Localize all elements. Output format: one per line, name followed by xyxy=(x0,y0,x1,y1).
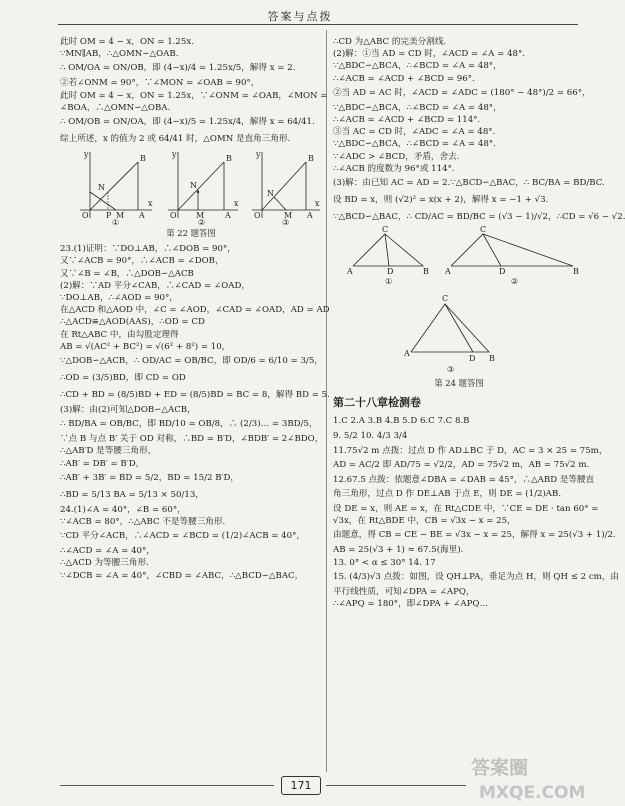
point-a-label: A xyxy=(347,267,353,277)
solution-23 xyxy=(60,243,330,516)
point-a-label: A xyxy=(445,267,451,277)
point-c-label: C xyxy=(480,225,487,235)
figure-24-panel-2 xyxy=(451,234,573,266)
text-line: ∴∠APQ = 180°，即∠DPA + ∠APQ… xyxy=(333,599,489,610)
text-line: ∴△ACD 为等腰三角形. xyxy=(60,558,149,569)
text-line: 15. (4/3)√3 点拨：如图，设 QH⊥PA，垂足为点 H，则 QH ≤ 2 cm，由 xyxy=(333,571,619,582)
text-line: 角三角形，过点 D 作 DE⊥AB 于点 E，则 DE = (1/2)AB. xyxy=(333,489,562,500)
text-line: ∵点 B 与点 B′ 关于 OD 对称，∴BD = B′D，∠BDB′ = 2∠BDO， xyxy=(60,434,324,445)
text-line: ∵△BDC∽△BCA，∴∠BCD = ∠A = 48°， xyxy=(333,61,502,72)
point-m-label: M xyxy=(196,211,205,221)
point-n-label: N xyxy=(267,189,274,199)
point-b-label: B xyxy=(423,267,429,277)
text-line: ∵△BDC∽△BCA，∴∠BCD = ∠A = 48°. xyxy=(333,139,496,150)
figure-24-number-1: ① xyxy=(385,277,393,287)
text-line: ∴AB′ = DB′ = B′D， xyxy=(60,458,145,469)
text-line: 12.67.5 点拨：依题意∠DBA = ∠DAB = 45°，∴△ABD 是等腰直 xyxy=(333,474,595,485)
text-line: ∴AB′ + 3B′ = BD = 5/2，BD = 15/2 B′D， xyxy=(60,472,239,483)
figure-22-number-3: ③ xyxy=(282,218,290,228)
text-line: AB = 25(√3 + 1) ≈ 67.5(海里). xyxy=(333,545,464,556)
text-line: (3)解：由(2)可知△DOB∽△ACB， xyxy=(60,405,196,416)
solution-24-part1 xyxy=(60,516,322,582)
text-line: ∴∠ACB = ∠ACD + ∠BCD = 114°. xyxy=(333,115,481,126)
figure-24-caption: 第 24 题答图 xyxy=(434,378,484,389)
column-divider xyxy=(326,30,327,772)
watermark-url: MXQE.COM xyxy=(479,783,586,803)
point-b-label: B xyxy=(308,154,314,164)
text-line: ∴∠ACB = ∠ACD + ∠BCD = 96°. xyxy=(333,73,475,84)
text-line: AB = √(AC² + BC²) = √(6² + 8²) = 10， xyxy=(60,341,231,352)
text-line: 由题意，得 CB = CE − BE = √3x − x = 25，解得 x = 25(√3 + 1)/2. xyxy=(333,530,616,541)
text-line: 又∵∠B = ∠B，∴△DOB∽△ACB xyxy=(60,268,194,279)
text-line: (2)解：∵AD 平分∠CAB，∴∠CAD = ∠OAD， xyxy=(60,280,250,291)
figure-22-caption: 第 22 题答图 xyxy=(166,228,216,239)
origin-label: O xyxy=(82,211,89,221)
text-line: AD = AC/2 即 AD/75 = √2/2，AD = 75√2 m，AB = 75√2 m. xyxy=(333,459,590,470)
text-line: ∵∠ADC > ∠BCD，矛盾，舍去. xyxy=(333,151,460,162)
text-line: ∴∠ACB 的度数为 96°或 114°. xyxy=(333,163,455,174)
text-line: ∴ BD/BA = OB/BC，即 BD/10 = OB/8，∴ (2/3)… = 3BD/5， xyxy=(60,419,318,430)
point-p-label: P xyxy=(106,211,112,221)
figure-22-panel-1 xyxy=(80,150,153,227)
figure-24-panel-3 xyxy=(411,304,489,352)
text-line: 23.(1)证明：∵DO⊥AB，∴∠DOB = 90°， xyxy=(60,244,236,255)
text-line: ∵∠ACB = 80°，∴△ABC 不是等腰三角形. xyxy=(60,517,226,528)
figure-24 xyxy=(333,226,585,376)
text-line: (2)解：①当 AD = CD 时，∠ACD = ∠A = 48°. xyxy=(333,49,525,60)
point-d-label: D xyxy=(387,267,394,277)
text-line: ∴ OM/OA = ON/OB，即 (4−x)/4 = 1.25x/5，解得 x = 2. xyxy=(60,63,296,74)
figure-24-number-2: ② xyxy=(511,277,519,287)
axis-y-label: y xyxy=(172,150,177,160)
text-line: ∵DO⊥AB，∴∠AOD = 90°， xyxy=(60,293,178,304)
point-b-label: B xyxy=(226,154,232,164)
point-b-label: B xyxy=(140,154,146,164)
text-line: (3)解：由已知 AC = AD = 2.∵△BCD∽△BAC，∴ BC/BA = BD/BC. xyxy=(333,178,605,189)
axis-x-label: x xyxy=(148,199,153,209)
text-line: 在△ACD 和△AOD 中，∠C = ∠AOD，∠CAD = ∠OAD，AD = AD xyxy=(60,305,330,316)
point-n-label: N xyxy=(190,181,197,191)
page-number: 171 xyxy=(281,776,321,795)
text-line: ∴BD = 5/13 BA = 5/13 × 50/13， xyxy=(60,489,204,500)
watermark-logo xyxy=(465,748,593,804)
point-n-label: N xyxy=(98,183,105,193)
figure-22-panel-3 xyxy=(252,150,320,227)
text-line: ③当 AC = CD 时，∠ADC = ∠A = 48°. xyxy=(333,127,496,138)
point-a-label: A xyxy=(139,211,145,221)
point-c-label: C xyxy=(382,225,389,235)
page-header: 答案与点拨 xyxy=(267,10,333,23)
point-m-label: M xyxy=(284,211,293,221)
text-line: 综上所述，x 的值为 2 或 64/41 时，△OMN 是直角三角形. xyxy=(60,134,291,145)
left-column xyxy=(60,36,330,582)
text-line: 设 DE = x，则 AE = x，在 Rt△CDE 中，∵CE = DE · tan 60° = xyxy=(333,504,599,515)
figure-22-number-1: ① xyxy=(112,218,120,228)
point-b-label: B xyxy=(489,354,495,364)
origin-label: O xyxy=(254,211,261,221)
text-line: 13. 0° < α ≤ 30° 14. 17 xyxy=(333,557,436,568)
text-line: ∵△BCD∽△BAC，∴ CD/AC = BD/BC = (√3 − 1)/√2，∴CD = √6 − √2. xyxy=(333,212,625,223)
solution-22-part2 xyxy=(60,77,328,148)
text-line: ∴CD + BD = (8/5)BD + ED = (8/5)BD = BC = 8，解得 BD = 5. xyxy=(60,390,330,401)
text-line: 1.C 2.A 3.B 4.B 5.D 6.C 7.C 8.B xyxy=(333,416,470,427)
solution-24-part2 xyxy=(333,36,625,226)
footer-rule-right xyxy=(326,785,466,786)
origin-label: O xyxy=(170,211,177,221)
text-line: 又∵∠ACB = 90°，∴∠ACB = ∠DOB， xyxy=(60,256,224,267)
text-line: ∴△AB′D 是等腰三角形， xyxy=(60,446,157,457)
axis-x-label: x xyxy=(315,199,320,209)
header-rule xyxy=(58,24,578,25)
text-line: ②若∠ONM = 90°，∵∠MON = ∠OAB = 90°， xyxy=(60,78,260,89)
text-line: ∴CD 为△ABC 的完美分割线. xyxy=(333,37,447,47)
point-a-label: A xyxy=(225,211,231,221)
watermark-text: 答案圈 xyxy=(471,757,529,779)
point-d-label: D xyxy=(499,267,506,277)
text-line: ∵MN∥AB，∴△OMN∽△OAB. xyxy=(60,49,179,60)
chapter-title: 第二十八章检测卷 xyxy=(333,396,421,410)
point-a-label: A xyxy=(307,211,313,221)
figure-22 xyxy=(60,148,322,226)
text-line: ∵∠DCB = ∠A = 40°，∠CBD = ∠ABC，∴△BCD∽△BAC， xyxy=(60,570,304,581)
text-line: ②当 AD = AC 时，∠ACD = ∠ADC = (180° − 48°)/2 = 66°， xyxy=(333,87,591,98)
figure-22-number-2: ② xyxy=(198,218,206,228)
point-m-label: M xyxy=(116,211,125,221)
chapter-28-answers xyxy=(333,415,619,610)
figure-22-panel-2 xyxy=(168,150,239,227)
text-line: ∴OD = (3/5)BD，即 CD = OD xyxy=(60,373,186,384)
figure-24-number-3: ③ xyxy=(447,365,455,375)
text-line: ∠BOA，∴△OMN∽△OBA. xyxy=(60,102,171,113)
text-line: 在 Rt△ABC 中，由勾股定理得 xyxy=(60,329,179,340)
text-line: 设 BD = x，则 (√2)² = x(x + 2)，解得 x = −1 + √3. xyxy=(333,195,549,206)
text-line: 平行线性质，可知∠DPA = ∠APQ， xyxy=(333,586,475,597)
point-d-label: D xyxy=(469,354,476,364)
right-column xyxy=(333,36,625,610)
text-line: 9. 5/2 10. 4/3 3/4 xyxy=(333,430,408,441)
text-line: 24.(1)∠A = 40°，∠B = 60°， xyxy=(60,504,186,515)
text-line: 11.75√2 m 点拨：过点 D 作 AD⊥BC 于 D，AC = 3 × 25 = 75m， xyxy=(333,445,608,456)
text-line: 此时 OM = 4 − x，ON = 1.25x，∵∠ONM = ∠OAB，∠MON = xyxy=(60,90,328,101)
footer-rule-left xyxy=(60,785,274,786)
text-line: √3x，在 Rt△BDE 中，CB = √3x − x = 25， xyxy=(333,516,516,527)
text-line: ∴ OM/OB = ON/OA，即 (4−x)/5 = 1.25x/4，解得 x = 64/41. xyxy=(60,117,315,128)
axis-y-label: y xyxy=(256,150,261,160)
text-line: ∴△ACD≌△AOD(AAS)，∴OD = CD xyxy=(60,317,205,328)
text-line: 此时 OM = 4 − x，ON = 1.25x. xyxy=(60,37,194,47)
point-a-label: A xyxy=(404,349,410,359)
text-line: ∵△BDC∽△BCA，∴∠BCD = ∠A = 48°， xyxy=(333,102,502,113)
text-line: ∵CD 平分∠ACB，∴∠ACD = ∠BCD = (1/2)∠ACB = 40°， xyxy=(60,531,306,542)
text-line: ∵△DOB∽△ACB，∴ OD/AC = OB/BC，即 OD/6 = 6/10 = 3/5， xyxy=(60,356,323,367)
point-b-label: B xyxy=(573,267,579,277)
solution-22-part1 xyxy=(60,36,322,77)
figure-24-panel-1 xyxy=(353,234,423,266)
point-c-label: C xyxy=(442,294,449,304)
axis-x-label: x xyxy=(234,199,239,209)
text-line: ∴∠ACD = ∠A = 40°， xyxy=(60,546,155,557)
axis-y-label: y xyxy=(84,150,89,160)
